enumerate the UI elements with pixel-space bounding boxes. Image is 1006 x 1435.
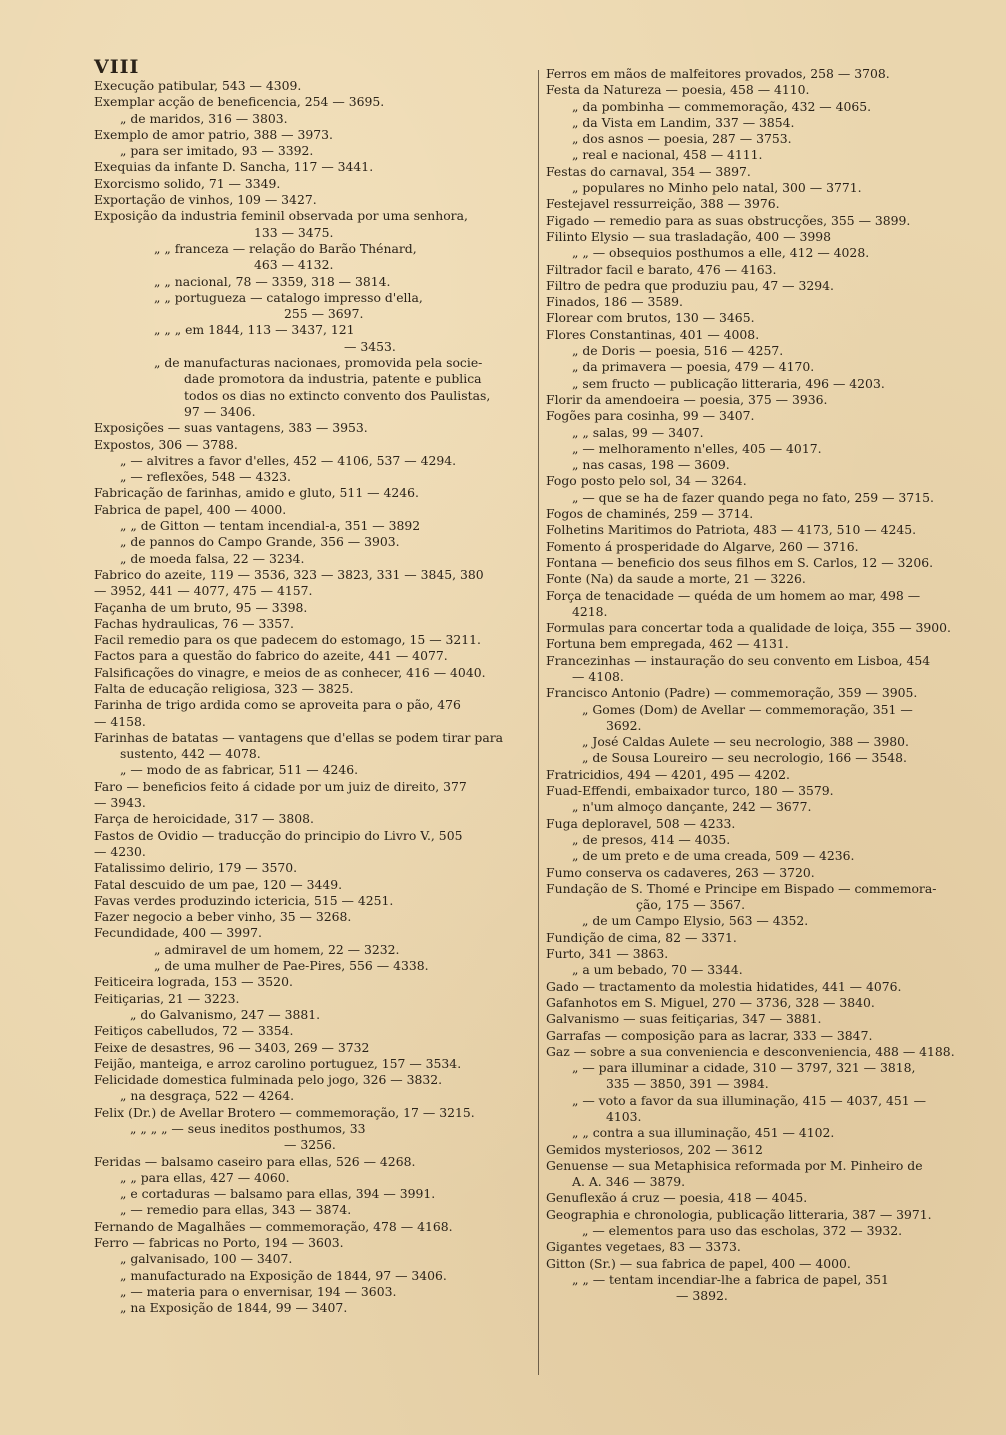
index-entry: „ nas casas, 198 — 3609. bbox=[572, 457, 730, 473]
index-entry: „ — para illuminar a cidade, 310 — 3797, 321 — 3818, bbox=[572, 1060, 916, 1076]
index-entry: „ — melhoramento n'elles, 405 — 4017. bbox=[572, 440, 822, 456]
index-entry: „ — que se ha de fazer quando pega no fato, 259 — 3715. bbox=[572, 489, 934, 505]
index-entry: „ „ nacional, 78 — 3359, 318 — 3814. bbox=[154, 273, 391, 289]
index-entry: Fumo conserva os cadaveres, 263 — 3720. bbox=[546, 864, 815, 880]
index-entry: „ admiravel de um homem, 22 — 3232. bbox=[154, 941, 400, 957]
index-entry: Fogo posto pelo sol, 34 — 3264. bbox=[546, 473, 747, 489]
index-entry: „ a um bebado, 70 — 3344. bbox=[572, 962, 743, 978]
index-entry: Festas do carnaval, 354 — 3897. bbox=[546, 163, 751, 179]
left-column bbox=[94, 78, 534, 1317]
index-entry: Fazer negocio a beber vinho, 35 — 3268. bbox=[94, 909, 352, 925]
index-entry: Furto, 341 — 3863. bbox=[546, 946, 669, 962]
index-entry: Fortuna bem empregada, 462 — 4131. bbox=[546, 636, 789, 652]
index-entry: Geographia e chronologia, publicação litteraria, 387 — 3971. bbox=[546, 1206, 932, 1222]
index-entry: Ferro — fabricas no Porto, 194 — 3603. bbox=[94, 1235, 344, 1251]
index-entry: „ José Caldas Aulete — seu necrologio, 388 — 3980. bbox=[582, 734, 909, 750]
index-entry: Gitton (Sr.) — sua fabrica de papel, 400 — 4000. bbox=[546, 1255, 851, 1271]
index-entry: „ „ „ „ — seus ineditos posthumos, 33 bbox=[130, 1121, 366, 1136]
index-entry: Formulas para concertar toda a qualidade de loiça, 355 — 3900. bbox=[546, 620, 952, 636]
index-entry: „ „ franceza — relação do Barão Thénard, bbox=[154, 240, 417, 256]
index-entry: „ „ de Gitton — tentam incendial-a, 351 — 3892 bbox=[120, 518, 421, 534]
index-entry: Fatalissimo delirio, 179 — 3570. bbox=[94, 860, 298, 876]
index-entry: Feitiços cabelludos, 72 — 3354. bbox=[94, 1023, 294, 1039]
index-entry: Folhetins Maritimos do Patriota, 483 — 4173, 510 — 4245. bbox=[546, 522, 917, 538]
index-entry: „ de um Campo Elysio, 563 — 4352. bbox=[582, 913, 809, 929]
index-entry: ção, 175 — 3567. bbox=[636, 897, 746, 913]
index-entry: Gafanhotos em S. Miguel, 270 — 3736, 328 — 3840. bbox=[546, 994, 875, 1010]
index-entry: „ de Sousa Loureiro — seu necrologio, 166 — 3548. bbox=[582, 750, 908, 766]
index-entry: „ — elementos para uso das escholas, 372 — 3932. bbox=[582, 1223, 903, 1239]
index-entry: „ real e nacional, 458 — 4111. bbox=[572, 147, 763, 163]
index-entry: Francezinhas — instauração do seu convento em Lisboa, 454 bbox=[546, 652, 931, 668]
index-entry: Fabrica de papel, 400 — 4000. bbox=[94, 501, 287, 517]
index-entry: Fundição de cima, 82 — 3371. bbox=[546, 929, 737, 945]
index-entry: Exposição da industria feminil observada por uma senhora, bbox=[94, 208, 468, 224]
index-entry: Festa da Natureza — poesia, 458 — 4110. bbox=[546, 82, 810, 98]
index-entry: „ Gomes (Dom) de Avellar — commemoração, 351 — bbox=[582, 701, 913, 717]
index-entry: todos os dias no extincto convento dos Paulistas, bbox=[184, 387, 491, 403]
index-entry: Florir da amendoeira — poesia, 375 — 3936. bbox=[546, 391, 828, 407]
index-entry: Ferros em mãos de malfeitores provados, 258 — 3708. bbox=[546, 66, 890, 81]
index-entry: Gemidos mysteriosos, 202 — 3612 bbox=[546, 1141, 763, 1157]
index-entry: Fachas hydraulicas, 76 — 3357. bbox=[94, 615, 294, 631]
index-entry: Fogões para cosinha, 99 — 3407. bbox=[546, 408, 755, 424]
index-entry: „ — alvitres a favor d'elles, 452 — 4106, 537 — 4294. bbox=[120, 452, 457, 468]
index-entry: — 4230. bbox=[94, 843, 146, 859]
index-entry: Fernando de Magalhães — commemoração, 478 — 4168. bbox=[94, 1218, 453, 1234]
index-entry: „ do Galvanismo, 247 — 3881. bbox=[130, 1006, 321, 1022]
index-entry: — 4158. bbox=[94, 713, 146, 729]
index-entry: Farça de heroicidade, 317 — 3808. bbox=[94, 811, 314, 827]
index-entry: Francisco Antonio (Padre) — commemoração, 359 — 3905. bbox=[546, 685, 918, 701]
index-entry: „ de um preto e de uma creada, 509 — 4236. bbox=[572, 848, 855, 864]
index-entry: „ „ — tentam incendiar-lhe a fabrica de papel, 351 bbox=[572, 1271, 889, 1287]
index-entry: Gado — tractamento da molestia hidatides, 441 — 4076. bbox=[546, 978, 902, 994]
index-entry: „ de moeda falsa, 22 — 3234. bbox=[120, 550, 305, 566]
index-entry: 4218. bbox=[572, 603, 608, 619]
index-entry: Fomento á prosperidade do Algarve, 260 — 3716. bbox=[546, 538, 859, 554]
index-entry: „ — materia para o envernisar, 194 — 3603. bbox=[120, 1283, 397, 1299]
index-entry: — 4108. bbox=[572, 668, 624, 684]
index-entry: Exemplo de amor patrio, 388 — 3973. bbox=[94, 126, 333, 142]
index-entry: Fecundidade, 400 — 3997. bbox=[94, 925, 262, 941]
index-entry: Feridas — balsamo caseiro para ellas, 526 — 4268. bbox=[94, 1153, 416, 1169]
page-number: VIII bbox=[94, 56, 140, 78]
index-entry: Galvanismo — suas feitiçarias, 347 — 3881. bbox=[546, 1011, 822, 1027]
index-entry: Força de tenacidade — quéda de um homem ao mar, 498 — bbox=[546, 587, 921, 603]
index-entry: „ da Vista em Landim, 337 — 3854. bbox=[572, 114, 795, 130]
index-entry: Favas verdes produzindo ictericia, 515 — 4251. bbox=[94, 892, 394, 908]
index-entry: „ da primavera — poesia, 479 — 4170. bbox=[572, 359, 815, 375]
index-entry: „ „ — obsequios posthumos a elle, 412 — 4028. bbox=[572, 245, 870, 261]
index-entry: Filinto Elysio — sua trasladação, 400 — 3998 bbox=[546, 228, 831, 244]
index-entry: 255 — 3697. bbox=[284, 306, 364, 322]
index-entry: Feiticeira lograda, 153 — 3520. bbox=[94, 974, 293, 990]
index-entry: Fabricação de farinhas, amido e gluto, 511 — 4246. bbox=[94, 485, 419, 501]
index-entry: 4103. bbox=[606, 1109, 642, 1124]
index-entry: Gigantes vegetaes, 83 — 3373. bbox=[546, 1239, 741, 1255]
column-divider bbox=[538, 70, 539, 1375]
index-entry: Finados, 186 — 3589. bbox=[546, 294, 683, 310]
index-entry: Feitiçarias, 21 — 3223. bbox=[94, 990, 240, 1006]
index-entry: „ sem fructo — publicação litteraria, 496 — 4203. bbox=[572, 375, 885, 391]
index-entry: Execução patibular, 543 — 4309. bbox=[94, 78, 302, 93]
index-entry: Fatal descuido de um pae, 120 — 3449. bbox=[94, 876, 343, 892]
index-entry: „ „ contra a sua illuminação, 451 — 4102. bbox=[572, 1125, 835, 1141]
index-entry: Factos para a questão do fabrico do azeite, 441 — 4077. bbox=[94, 648, 448, 664]
index-entry: „ e cortaduras — balsamo para ellas, 394 — 3991. bbox=[120, 1186, 436, 1202]
index-entry: Farinha de trigo ardida como se aproveita para o pão, 476 bbox=[94, 697, 461, 713]
index-entry: Farinhas de batatas — vantagens que d'ellas se podem tirar para bbox=[94, 729, 504, 745]
index-entry: „ „ portugueza — catalogo impresso d'ella, bbox=[154, 289, 423, 305]
index-entry: „ de uma mulher de Pae-Pires, 556 — 4338. bbox=[154, 958, 429, 974]
index-entry: Fundação de S. Thomé e Principe em Bispado — commemora- bbox=[546, 880, 937, 896]
index-entry: Garrafas — composição para as lacrar, 333 — 3847. bbox=[546, 1027, 873, 1043]
index-entry: 3692. bbox=[606, 717, 642, 733]
index-entry: Flores Constantinas, 401 — 4008. bbox=[546, 326, 760, 342]
index-entry: Figado — remedio para as suas obstrucções, 355 — 3899. bbox=[546, 212, 911, 228]
index-entry: — 3943. bbox=[94, 795, 146, 811]
index-entry: „ — remedio para ellas, 343 — 3874. bbox=[120, 1202, 352, 1218]
index-entry: 335 — 3850, 391 — 3984. bbox=[606, 1076, 769, 1092]
index-entry: Exemplar acção de beneficencia, 254 — 3695. bbox=[94, 94, 385, 110]
index-entry: Fuga deploravel, 508 — 4233. bbox=[546, 815, 736, 831]
index-entry: — 3952, 441 — 4077, 475 — 4157. bbox=[94, 583, 313, 599]
index-entry: „ — modo de as fabricar, 511 — 4246. bbox=[120, 762, 359, 778]
index-entry: Falta de educação religiosa, 323 — 3825. bbox=[94, 680, 354, 696]
right-column bbox=[546, 66, 996, 1305]
index-entry: Fastos de Ovidio — traducção do principio do Livro V., 505 bbox=[94, 827, 463, 843]
index-entry: „ n'um almoço dançante, 242 — 3677. bbox=[572, 799, 812, 815]
index-entry: „ — reflexões, 548 — 4323. bbox=[120, 469, 291, 485]
index-entry: Feixe de desastres, 96 — 3403, 269 — 3732 bbox=[94, 1039, 370, 1055]
index-entry: „ dos asnos — poesia, 287 — 3753. bbox=[572, 131, 792, 147]
index-entry: Expostos, 306 — 3788. bbox=[94, 436, 238, 452]
index-entry: Gaz — sobre a sua conveniencia e desconveniencia, 488 — 4188. bbox=[546, 1043, 955, 1059]
index-entry: Genuense — sua Metaphisica reformada por M. Pinheiro de bbox=[546, 1157, 923, 1173]
index-entry: „ de pannos do Campo Grande, 356 — 3903. bbox=[120, 534, 400, 550]
index-entry: Facil remedio para os que padecem do estomago, 15 — 3211. bbox=[94, 632, 482, 648]
index-entry: Fratricidios, 494 — 4201, 495 — 4202. bbox=[546, 766, 790, 782]
index-entry: 133 — 3475. bbox=[254, 224, 334, 240]
index-entry: — 3256. bbox=[284, 1137, 336, 1153]
index-entry: Genuflexão á cruz — poesia, 418 — 4045. bbox=[546, 1190, 808, 1206]
index-entry: Filtro de pedra que produziu pau, 47 — 3294. bbox=[546, 277, 834, 293]
index-entry: Exequias da infante D. Sancha, 117 — 3441. bbox=[94, 159, 374, 175]
index-entry: „ de Doris — poesia, 516 — 4257. bbox=[572, 343, 784, 359]
index-entry: sustento, 442 — 4078. bbox=[120, 746, 261, 762]
index-entry: Faro — beneficios feito á cidade por um juiz de direito, 377 bbox=[94, 778, 467, 794]
index-entry: Fontana — beneficio dos seus filhos em S. Carlos, 12 — 3206. bbox=[546, 554, 934, 570]
index-entry: 463 — 4132. bbox=[254, 257, 334, 273]
index-entry: „ — voto a favor da sua illuminação, 415 — 4037, 451 — bbox=[572, 1092, 926, 1108]
index-entry: Falsificações do vinagre, e meios de as conhecer, 416 — 4040. bbox=[94, 664, 486, 680]
index-entry: dade promotora da industria, patente e publica bbox=[184, 371, 482, 387]
index-entry: Exportação de vinhos, 109 — 3427. bbox=[94, 192, 317, 208]
index-entry: „ na Exposição de 1844, 99 — 3407. bbox=[120, 1300, 348, 1316]
index-entry: — 3892. bbox=[676, 1288, 728, 1304]
index-entry: Façanha de um bruto, 95 — 3398. bbox=[94, 599, 308, 615]
index-entry: Exorcismo solido, 71 — 3349. bbox=[94, 175, 281, 191]
index-entry: Feijão, manteiga, e arroz carolino portuguez, 157 — 3534. bbox=[94, 1055, 462, 1071]
index-entry: — 3453. bbox=[344, 338, 396, 354]
index-entry: Festejavel ressurreição, 388 — 3976. bbox=[546, 196, 780, 212]
index-entry: 97 — 3406. bbox=[184, 403, 256, 419]
index-entry: Filtrador facil e barato, 476 — 4163. bbox=[546, 261, 777, 277]
index-entry: Exposições — suas vantagens, 383 — 3953. bbox=[94, 420, 368, 436]
index-entry: „ manufacturado na Exposição de 1844, 97 — 3406. bbox=[120, 1267, 447, 1283]
index-entry: „ para ser imitado, 93 — 3392. bbox=[120, 143, 314, 159]
index-entry: „ na desgraça, 522 — 4264. bbox=[120, 1088, 295, 1104]
index-entry: Florear com brutos, 130 — 3465. bbox=[546, 310, 755, 326]
index-entry: „ galvanisado, 100 — 3407. bbox=[120, 1251, 293, 1267]
index-entry: „ „ salas, 99 — 3407. bbox=[572, 424, 704, 440]
index-entry: „ da pombinha — commemoração, 432 — 4065. bbox=[572, 98, 872, 114]
index-entry: „ de manufacturas nacionaes, promovida pela socie- bbox=[154, 355, 483, 371]
index-entry: „ „ para ellas, 427 — 4060. bbox=[120, 1169, 290, 1185]
index-entry: Felix (Dr.) de Avellar Brotero — commemoração, 17 — 3215. bbox=[94, 1104, 475, 1120]
index-entry: Fabrico do azeite, 119 — 3536, 323 — 3823, 331 — 3845, 380 bbox=[94, 566, 484, 582]
index-entry: Fuad-Effendi, embaixador turco, 180 — 3579. bbox=[546, 783, 834, 799]
index-entry: „ populares no Minho pelo natal, 300 — 3771. bbox=[572, 180, 862, 196]
index-entry: A. A. 346 — 3879. bbox=[572, 1174, 686, 1190]
index-entry: „ de presos, 414 — 4035. bbox=[572, 831, 731, 847]
index-entry: Fonte (Na) da saude a morte, 21 — 3226. bbox=[546, 571, 806, 587]
index-entry: Felicidade domestica fulminada pelo jogo, 326 — 3832. bbox=[94, 1072, 443, 1088]
index-entry: „ „ „ em 1844, 113 — 3437, 121 bbox=[154, 322, 355, 338]
index-entry: „ de maridos, 316 — 3803. bbox=[120, 110, 288, 126]
index-entry: Fogos de chaminés, 259 — 3714. bbox=[546, 506, 754, 522]
